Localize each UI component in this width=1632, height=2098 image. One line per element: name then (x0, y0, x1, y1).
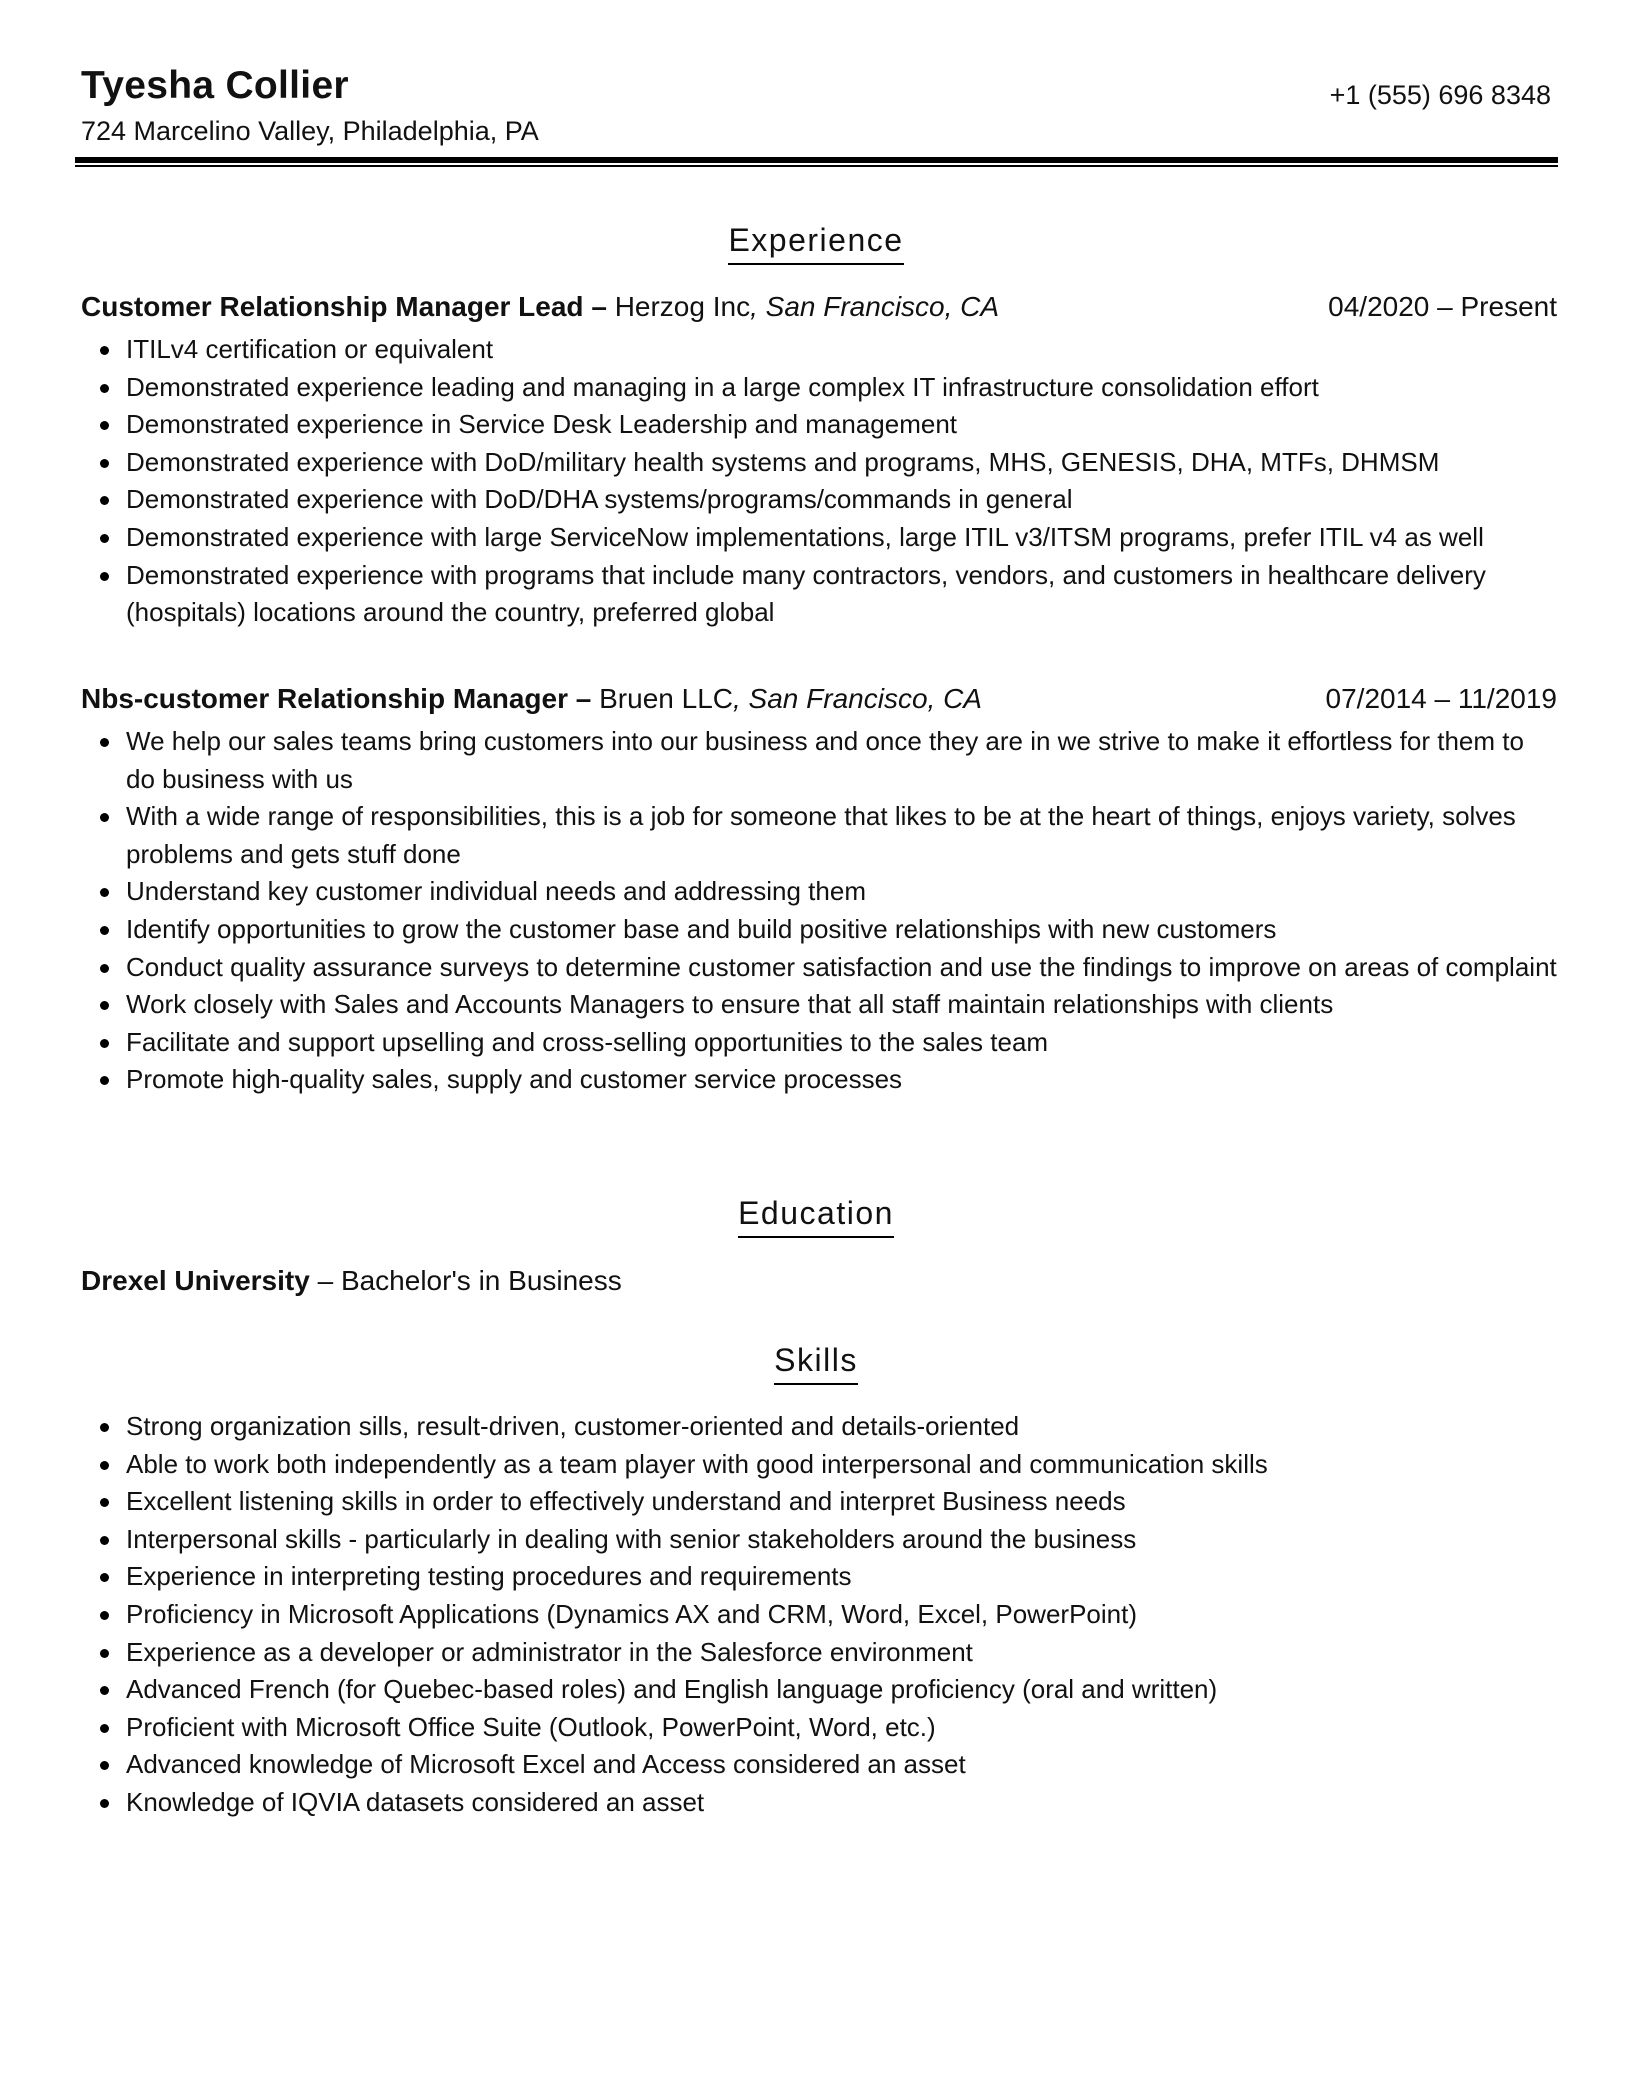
education-heading (0, 1195, 1632, 1238)
job-title: Nbs-customer Relationship Manager (81, 683, 568, 714)
job-company: Bruen LLC (599, 683, 733, 714)
list-item: Facilitate and support upselling and cross-selling opportunities to the sales team (81, 1024, 1557, 1062)
job-dates: 07/2014 – 11/2019 (1325, 683, 1557, 714)
list-item: Work closely with Sales and Accounts Managers to ensure that all staff maintain relationships with clients (81, 986, 1557, 1024)
job-entry (81, 683, 1557, 1099)
education-entry (81, 1265, 622, 1297)
list-item: Experience as a developer or administrator in the Salesforce environment (81, 1634, 1557, 1672)
list-item: Identify opportunities to grow the customer base and build positive relationships with new customers (81, 911, 1557, 949)
list-item: With a wide range of responsibilities, this is a job for someone that likes to be at the heart of things, enjoys variety, solves problems and gets stuff done (81, 798, 1557, 873)
job-company: Herzog Inc (614, 291, 751, 322)
job-location: , San Francisco, CA (733, 683, 982, 714)
job-bullets (81, 331, 1557, 632)
job-dates: 04/2020 – Present (1328, 291, 1557, 322)
list-item: Advanced French (for Quebec-based roles) and English language proficiency (oral and written) (81, 1671, 1557, 1709)
experience-heading (0, 222, 1632, 265)
resume-header (81, 60, 1557, 170)
experience-heading-text: Experience (728, 222, 903, 265)
list-item: Promote high-quality sales, supply and customer service processes (81, 1061, 1557, 1099)
job-bullets (81, 723, 1557, 1099)
list-item: We help our sales teams bring customers into our business and once they are in we strive to make it effortless for them to do business with us (81, 723, 1557, 798)
job-entry (81, 291, 1557, 632)
list-item: Demonstrated experience with DoD/DHA systems/programs/commands in general (81, 481, 1557, 519)
list-item: Advanced knowledge of Microsoft Excel and Access considered an asset (81, 1746, 1557, 1784)
list-item: Proficient with Microsoft Office Suite (Outlook, PowerPoint, Word, etc.) (81, 1709, 1557, 1747)
header-divider-thin (75, 165, 1558, 167)
skills-heading (0, 1342, 1632, 1385)
education-degree: Bachelor's in Business (340, 1265, 622, 1296)
list-item: Demonstrated experience with large ServiceNow implementations, large ITIL v3/ITSM programs, prefer ITIL v4 as well (81, 519, 1557, 557)
education-heading-text: Education (738, 1195, 894, 1238)
list-item: Strong organization sills, result-driven, customer-oriented and details-oriented (81, 1408, 1557, 1446)
job-header (81, 683, 1557, 723)
header-divider-thick (75, 157, 1558, 163)
list-item: Able to work both independently as a team player with good interpersonal and communication skills (81, 1446, 1557, 1484)
list-item: Conduct quality assurance surveys to determine customer satisfaction and use the findings to improve on areas of complaint (81, 949, 1557, 987)
candidate-address: 724 Marcelino Valley, Philadelphia, PA (81, 116, 539, 146)
list-item: Proficiency in Microsoft Applications (Dynamics AX and CRM, Word, Excel, PowerPoint) (81, 1596, 1557, 1634)
job-separator: – (567, 683, 600, 714)
list-item: Understand key customer individual needs and addressing them (81, 873, 1557, 911)
skills-list (81, 1408, 1557, 1822)
skills-list-container (81, 1408, 1557, 1822)
education-school: Drexel University (81, 1265, 310, 1296)
job-separator: – (583, 291, 615, 322)
list-item: Knowledge of IQVIA datasets considered an asset (81, 1784, 1557, 1822)
list-item: Experience in interpreting testing procedures and requirements (81, 1558, 1557, 1596)
job-title: Customer Relationship Manager Lead (81, 291, 584, 322)
list-item: Demonstrated experience with programs that include many contractors, vendors, and customers in healthcare delivery (hospitals) locations around the country, preferred global (81, 557, 1557, 632)
skills-heading-text: Skills (774, 1342, 858, 1385)
candidate-name: Tyesha Collier (81, 64, 349, 107)
list-item: Demonstrated experience in Service Desk Leadership and management (81, 406, 1557, 444)
list-item: Demonstrated experience with DoD/military health systems and programs, MHS, GENESIS, DHA, MTFs, DHMSM (81, 444, 1557, 482)
job-location: , San Francisco, CA (750, 291, 1000, 322)
list-item: ITILv4 certification or equivalent (81, 331, 1557, 369)
list-item: Excellent listening skills in order to effectively understand and interpret Business needs (81, 1483, 1557, 1521)
candidate-phone: +1 (555) 696 8348 (1329, 80, 1551, 110)
list-item: Demonstrated experience leading and managing in a large complex IT infrastructure consolidation effort (81, 369, 1557, 407)
list-item: Interpersonal skills - particularly in dealing with senior stakeholders around the business (81, 1521, 1557, 1559)
job-header (81, 291, 1557, 331)
education-separator: – (309, 1265, 341, 1296)
